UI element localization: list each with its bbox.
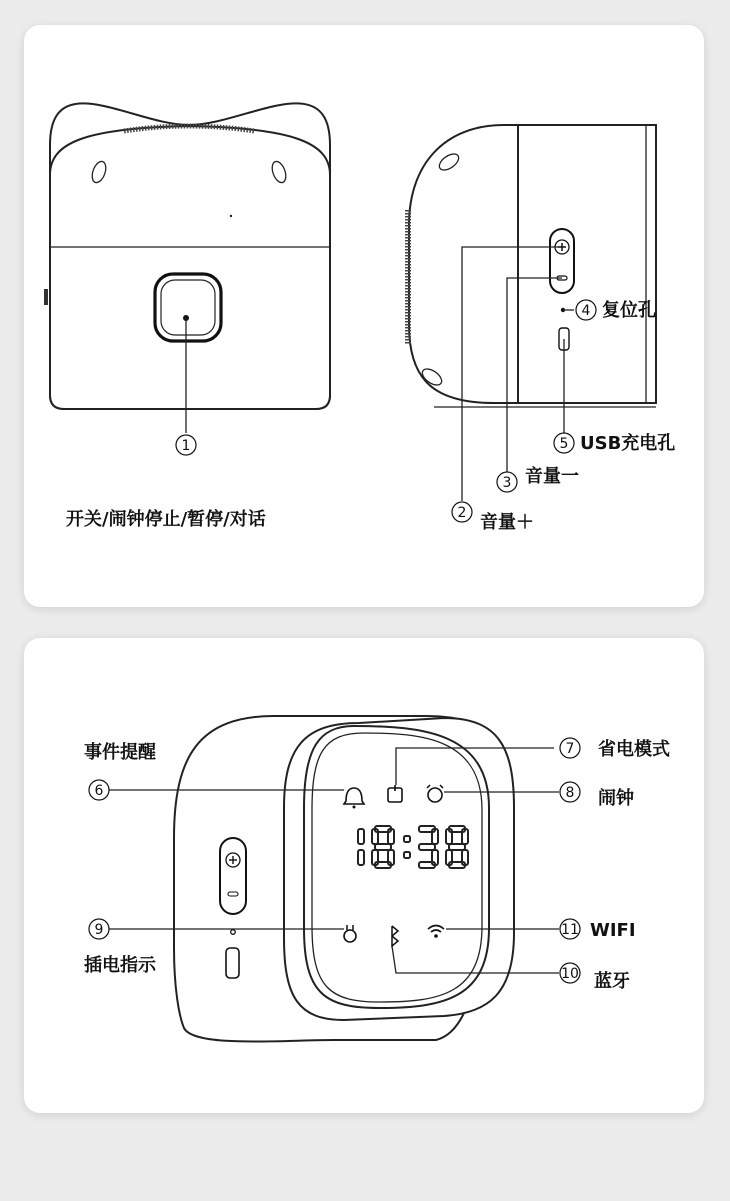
svg-text:3: 3 — [502, 475, 512, 491]
callout-1 — [176, 435, 196, 455]
device-views-panel — [24, 25, 704, 607]
svg-text:2: 2 — [457, 505, 467, 521]
svg-text:11: 11 — [561, 922, 579, 938]
callout-3 — [497, 472, 517, 492]
svg-text:8: 8 — [565, 785, 575, 801]
svg-text:5: 5 — [559, 436, 569, 452]
callout-10-label: 蓝牙 — [594, 971, 630, 992]
callout-11-label: WIFI — [590, 920, 636, 941]
svg-text:4: 4 — [581, 303, 591, 319]
callout-4 — [576, 300, 596, 320]
callout-9 — [89, 919, 109, 939]
callout-7 — [560, 738, 580, 758]
callout-9-label: 插电指示 — [84, 955, 156, 976]
callout-2 — [452, 502, 472, 522]
callout-4-label: 复位孔 — [602, 300, 656, 321]
front-view-device — [44, 103, 330, 433]
device-front-side-diagram — [24, 25, 704, 607]
callout-6-label: 事件提醒 — [84, 742, 156, 763]
usb-port — [226, 948, 239, 978]
callout-5-label: USB充电孔 — [580, 433, 676, 454]
callout-11 — [560, 919, 580, 939]
callout-8 — [560, 782, 580, 802]
callout-2-label: 音量＋ — [480, 512, 534, 533]
callout-6 — [89, 780, 109, 800]
side-button — [220, 838, 246, 914]
display-front-diagram — [24, 638, 704, 1113]
svg-text:9: 9 — [94, 922, 104, 938]
svg-text:10: 10 — [561, 966, 579, 982]
side-view-device — [408, 125, 656, 407]
callout-8-label: 闹钟 — [598, 788, 634, 809]
display-icons-panel — [24, 638, 704, 1113]
svg-text:1: 1 — [181, 438, 191, 454]
svg-text:7: 7 — [565, 741, 575, 757]
svg-text:6: 6 — [94, 783, 104, 799]
callout-7-label: 省电模式 — [598, 739, 670, 760]
callout-1-label: 开关/闹钟停止/暂停/对话 — [66, 509, 266, 530]
callout-5 — [554, 433, 574, 453]
callout-10 — [560, 963, 580, 983]
callout-3-label: 音量一 — [525, 466, 579, 487]
